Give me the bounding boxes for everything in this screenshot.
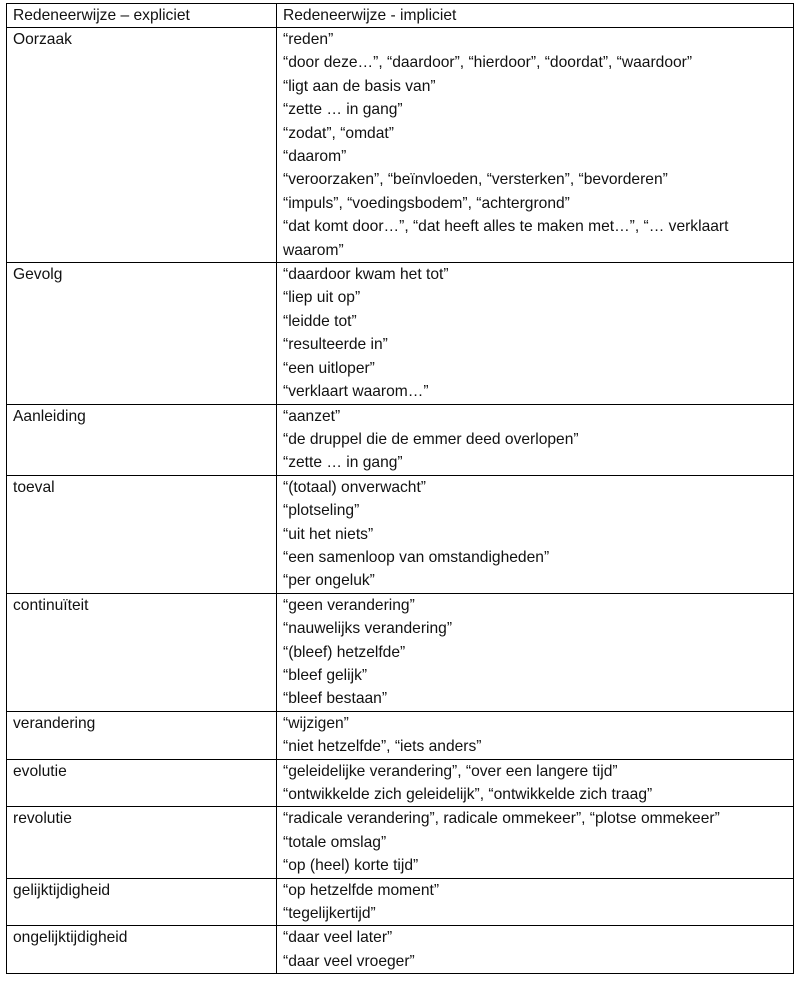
- phrase-line: “daar veel later”: [283, 929, 393, 947]
- phrase-line: “per ongeluk”: [283, 572, 375, 590]
- phrases-cell: [277, 263, 794, 404]
- phrase-line: “door deze…”, “daardoor”, “hierdoor”, “doordat”, “waardoor”: [283, 54, 693, 72]
- table-row: [7, 711, 794, 759]
- phrase-line: “bleef gelijk”: [283, 666, 368, 684]
- phrase-line: “daardoor kwam het tot”: [283, 266, 449, 284]
- phrases-cell: [277, 404, 794, 475]
- phrase-line: “zette … in gang”: [283, 101, 403, 119]
- phrase-line: “reden”: [283, 31, 334, 48]
- table-row: [7, 28, 794, 263]
- phrase-line: “wijzigen”: [283, 714, 349, 732]
- phrases-cell: [277, 28, 794, 263]
- phrase-line: “zodat”, “omdat”: [283, 124, 394, 142]
- table-row: [7, 593, 794, 711]
- phrase-line: “daar veel vroeger”: [283, 952, 415, 970]
- table-row: [7, 475, 794, 593]
- table-row: [7, 878, 794, 926]
- phrase-line: “een samenloop van omstandigheden”: [283, 548, 550, 566]
- reasoning-table: [6, 3, 794, 974]
- concept-cell: gelijktijdigheid: [7, 878, 277, 926]
- concept-cell: ongelijktijdigheid: [7, 926, 277, 974]
- phrase-line: “(bleef) hetzelfde”: [283, 643, 406, 661]
- concept-cell: Gevolg: [7, 263, 277, 404]
- phrase-line: “daarom”: [283, 148, 347, 166]
- phrases-cell: [277, 926, 794, 974]
- phrase-line: “een uitloper”: [283, 359, 375, 377]
- phrase-line: “totale omslag”: [283, 833, 387, 851]
- phrase-line: “(totaal) onverwacht”: [283, 478, 426, 496]
- concept-cell: continuïteit: [7, 593, 277, 711]
- phrase-line: “op (heel) korte tijd”: [283, 857, 419, 875]
- phrase-line: “leidde tot”: [283, 312, 357, 330]
- phrase-line: “radicale verandering”, radicale ommekeer”, “plotse ommekeer”: [283, 810, 720, 828]
- phrase-line: “veroorzaken”, “beïnvloeden, “versterken”, “bevorderen”: [283, 171, 668, 189]
- phrases-cell: [277, 475, 794, 593]
- phrases-cell: [277, 878, 794, 926]
- phrases-cell: [277, 711, 794, 759]
- table-row: [7, 807, 794, 878]
- phrase-line: “bleef bestaan”: [283, 690, 388, 708]
- phrase-line: “op hetzelfde moment”: [283, 881, 440, 899]
- table-row: [7, 759, 794, 807]
- table-row: [7, 404, 794, 475]
- phrase-line: “liep uit op”: [283, 289, 361, 307]
- concept-cell: Oorzaak: [7, 28, 277, 263]
- header-explicit: Redeneerwijze – expliciet: [7, 4, 277, 28]
- table-row: [7, 263, 794, 404]
- phrase-line: “geen verandering”: [283, 596, 415, 614]
- phrase-line: “niet hetzelfde”, “iets anders”: [283, 738, 482, 756]
- concept-cell: evolutie: [7, 759, 277, 807]
- header-row: [7, 4, 794, 28]
- phrase-line: “zette … in gang”: [283, 454, 403, 472]
- phrase-line: “resulteerde in”: [283, 336, 388, 354]
- table-body: [7, 28, 794, 974]
- header-implicit: Redeneerwijze - impliciet: [277, 4, 794, 28]
- phrase-line: “nauwelijks verandering”: [283, 620, 453, 638]
- phrase-line: “de druppel die de emmer deed overlopen”: [283, 430, 579, 448]
- phrase-line: “aanzet”: [283, 407, 341, 425]
- table-row: [7, 926, 794, 974]
- table-header: [7, 4, 794, 28]
- phrase-line: “verklaart waarom…”: [283, 383, 429, 401]
- phrases-cell: [277, 759, 794, 807]
- phrase-line: “ligt aan de basis van”: [283, 77, 436, 95]
- concept-cell: revolutie: [7, 807, 277, 878]
- concept-cell: Aanleiding: [7, 404, 277, 475]
- phrase-line: “uit het niets”: [283, 525, 374, 543]
- phrases-cell: [277, 593, 794, 711]
- phrase-line: “dat komt door…”, “dat heeft alles te maken met…”, “… verklaart waarom”: [283, 218, 729, 259]
- phrase-line: “plotseling”: [283, 502, 360, 520]
- phrase-line: “impuls”, “voedingsbodem”, “achtergrond”: [283, 194, 570, 212]
- concept-cell: verandering: [7, 711, 277, 759]
- phrase-line: “ontwikkelde zich geleidelijk”, “ontwikkelde zich traag”: [283, 786, 653, 803]
- phrase-line: “geleidelijke verandering”, “over een langere tijd”: [283, 762, 618, 780]
- phrases-cell: [277, 807, 794, 878]
- concept-cell: toeval: [7, 475, 277, 593]
- phrase-line: “tegelijkertijd”: [283, 905, 376, 923]
